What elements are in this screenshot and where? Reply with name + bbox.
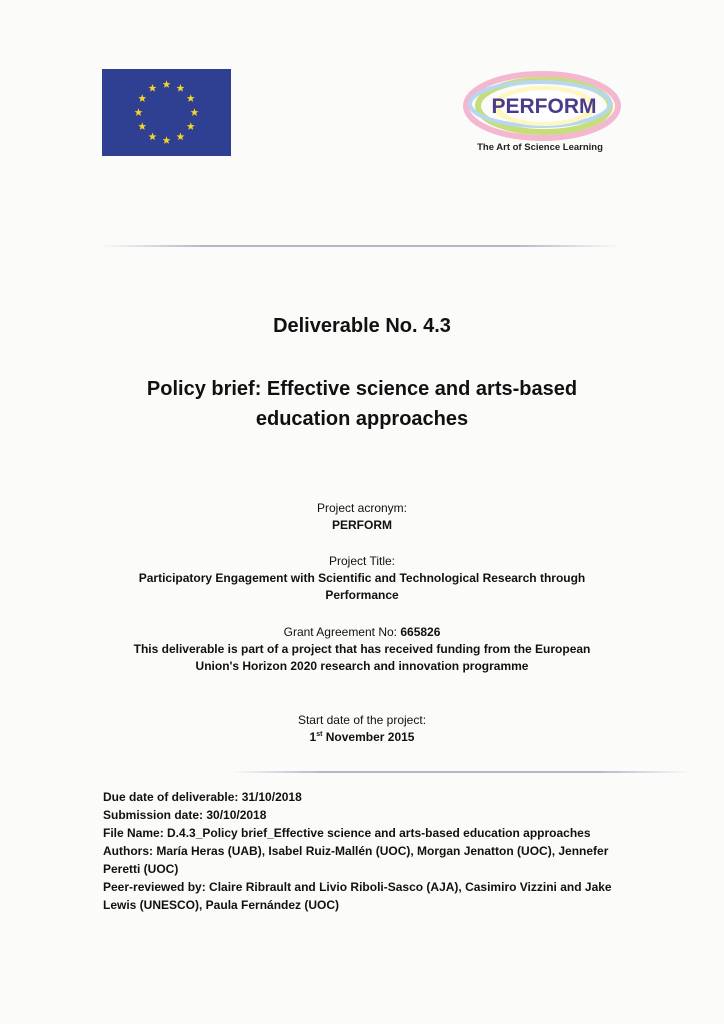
acronym-label: Project acronym: (316, 501, 408, 515)
eu-star-icon (149, 133, 157, 141)
eu-star-icon (163, 80, 171, 88)
start-date-label: Start date of the project: (297, 713, 427, 727)
due-date: Due date of deliverable: 31/10/2018 (103, 790, 302, 804)
peer-reviewers: Peer-reviewed by: Claire Ribrault and Livio Riboli-Sasco (AJA), Casimiro Vizzini and Jake (103, 880, 612, 894)
project-acronym-block (0, 500, 724, 534)
file-name: File Name: D.4.3_Policy brief_Effective science and arts-based education approaches (103, 826, 591, 840)
project-title-value: Performance (325, 588, 399, 602)
document-title-line: Policy brief: Effective science and arts-based (146, 378, 578, 400)
eu-star-icon (138, 94, 146, 102)
authors: Peretti (UOC) (103, 862, 179, 876)
eu-star-icon (187, 122, 195, 130)
eu-stars-icon (102, 69, 231, 156)
start-date-value: 1st November 2015 (309, 730, 415, 744)
project-title-label: Project Title: (328, 554, 396, 568)
eu-star-icon (135, 108, 143, 116)
document-title-line: education approaches (255, 408, 469, 430)
document-title (0, 374, 724, 434)
divider-bottom (230, 771, 690, 773)
eu-star-icon (177, 133, 185, 141)
submission-date: Submission date: 30/10/2018 (103, 808, 267, 822)
eu-flag-logo (102, 69, 231, 156)
eu-star-icon (191, 108, 199, 116)
grant-block (0, 624, 724, 675)
perform-wordmark: PERFORM (491, 95, 597, 118)
deliverable-number: Deliverable No. 4.3 (273, 315, 451, 337)
grant-value: 665826 (400, 625, 441, 639)
funding-statement: Union's Horizon 2020 research and innovation programme (195, 659, 529, 673)
eu-star-icon (163, 136, 171, 144)
acronym-value: PERFORM (332, 518, 392, 532)
divider-top (100, 245, 620, 247)
eu-star-icon (187, 94, 195, 102)
perform-tagline: The Art of Science Learning (477, 142, 603, 153)
grant-label: Grant Agreement No: (283, 625, 397, 639)
document-metadata (103, 788, 633, 914)
peer-reviewers: Lewis (UNESCO), Paula Fernández (UOC) (103, 898, 340, 912)
authors: Authors: María Heras (UAB), Isabel Ruiz-Mallén (UOC), Morgan Jenatton (UOC), Jennefer (103, 844, 609, 858)
project-title-value: Participatory Engagement with Scientific and Technological Research through (138, 571, 586, 585)
eu-star-icon (177, 84, 185, 92)
start-date-block (0, 712, 724, 746)
eu-star-icon (138, 122, 146, 130)
funding-statement: This deliverable is part of a project that has received funding from the European (133, 642, 591, 656)
project-title-block (0, 553, 724, 604)
eu-star-icon (149, 84, 157, 92)
